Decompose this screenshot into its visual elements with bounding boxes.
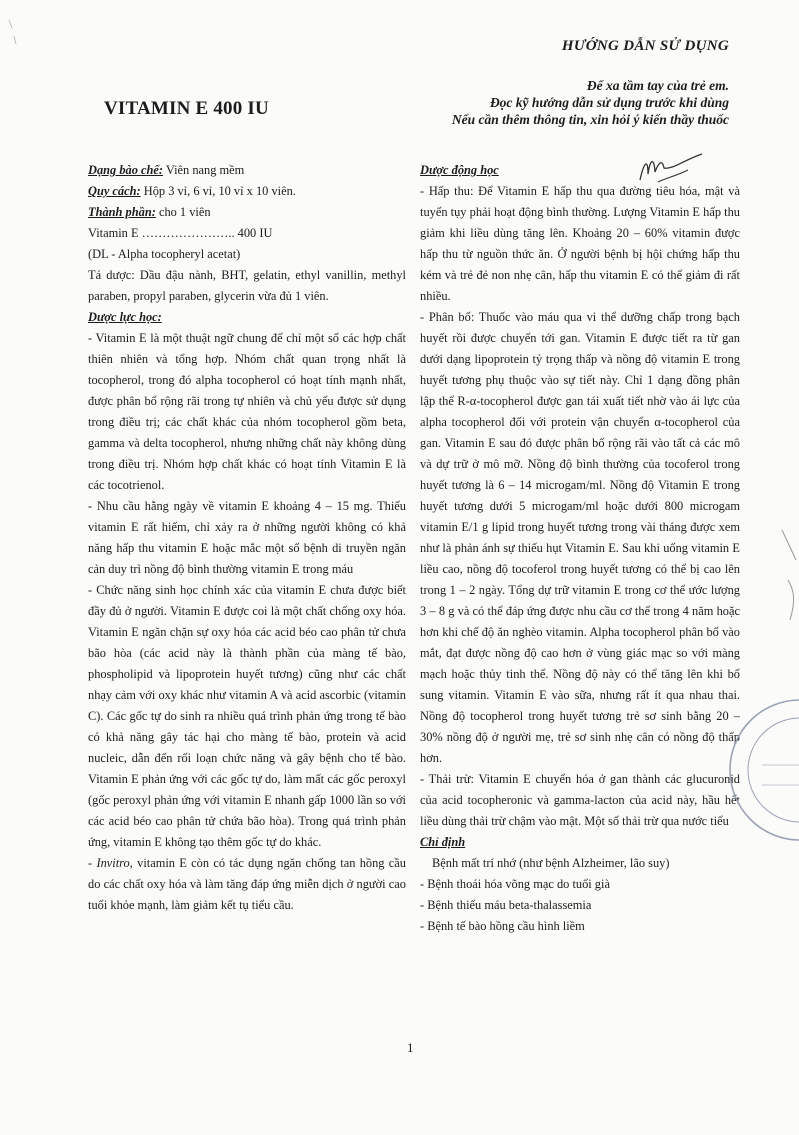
pharmacodynamics-paragraph-3: - Chức năng sinh học chính xác của vitamin E chưa được biết đầy đủ ở người. Vitamin E được coi là một chất chống oxy hóa. Vitamin E ngăn chặn sự oxy hóa các acid béo cao phân tử chưa bão hòa (các acid này là thành phần của màng tế bào, phospholipid và lipoprotein huyết tương) cũng như các chất nhạy cảm với oxy khác như vitamin A và acid ascorbic (vitamin C). Các gốc tự do sinh ra nhiều quá trình phản ứng trong tế bào có khả năng gây tác hại cho màng tế bào, protein và acid nucleic, dẫn đến rối loạn chức năng và gây bệnh cho tế bào. Vitamin E phản ứng với các gốc tự do, làm mất các gốc peroxyl (gốc peroxyl phản ứng với vitamin E nhanh gấp 1000 lần so với các acid béo cao phân tử chứa bão hòa). Trong quá trình phản ứng, vitamin E không tạo thêm gốc tự do khác. xyxy=(88,583,406,849)
elimination-paragraph: - Thải trừ: Vitamin E chuyển hóa ở gan thành các glucuronid của acid tocopheronic và gamma-lacton của acid này, hầu hết liều dùng thải trừ chậm vào mật. Một số thải trừ qua nước tiểu xyxy=(420,772,740,828)
indication-item-4: - Bệnh tế bào hồng cầu hình liềm xyxy=(420,919,585,933)
pharmacodynamics-paragraph-2: - Nhu cầu hằng ngày về vitamin E khoảng 4 – 15 mg. Thiếu vitamin E rất hiếm, chỉ xảy ra ở những người không có khả năng hấp thu vitamin E hoặc mắc một số bệnh di truyền ngăn cản duy trì nồng độ bình thường vitamin E trong máu xyxy=(88,499,406,576)
pharmacokinetics-heading: Dược động học xyxy=(420,163,499,177)
pharmacodynamics-heading: Dược lực học: xyxy=(88,310,162,324)
scan-speck-mark xyxy=(6,18,20,53)
composition-value: cho 1 viên xyxy=(155,205,211,219)
invitro-text: , vitamin E còn có tác dụng ngăn chống tan hồng cầu do các chất oxy hóa và làm tăng đáp ứng miễn dịch ở người cao tuổi khỏe mạnh, làm giảm kết tụ tiểu cầu. xyxy=(88,856,406,912)
dl-alpha-line: (DL - Alpha tocopheryl acetat) xyxy=(88,247,241,261)
absorption-paragraph: - Hấp thu: Để Vitamin E hấp thu qua đường tiêu hóa, mật và tuyến tụy phải hoạt động bình thường. Lượng Vitamin E hấp thu giảm khi liều dùng tăng lên. Khoảng 20 – 60% vitamin được hấp thu từ nguồn thức ăn. Ở người bệnh bị hội chứng hấp thu kém và trẻ đẻ non nhẹ cân, hấp thu vitamin E có thể giảm đi rất nhiều. xyxy=(420,184,740,303)
excipients-paragraph: Tá dược: Dầu đậu nành, BHT, gelatin, ethyl vanillin, methyl paraben, propyl paraben, glycerin vừa đủ 1 viên. xyxy=(88,268,406,303)
header-note-3: Nếu cần thêm thông tin, xin hỏi ý kiến thầy thuốc xyxy=(451,112,729,127)
page-number: 1 xyxy=(407,1040,414,1055)
document-header xyxy=(452,38,729,128)
pharmacodynamics-paragraph-1: - Vitamin E là một thuật ngữ chung để chỉ một số các hợp chất thiên nhiên và tổng hợp. Nhóm chất quan trọng nhất là tocopherol, trong đó alpha tocopherol có hoạt tính mạnh nhất, được phân bố rộng rãi trong tự nhiên và chủ yếu được sử dụng trong điều trị; các chất khác của nhóm tocopherol gồm beta, gamma và delta tocopherol, nhưng những chất này không dùng trong điều trị. Nhóm hợp chất khác có hoạt tính Vitamin E là các tocotrienol. xyxy=(88,331,406,492)
pharmacodynamics-paragraph-4 xyxy=(88,853,406,916)
distribution-paragraph: - Phân bố: Thuốc vào máu qua vi thể dưỡng chấp trong bạch huyết rồi được chuyển tới gan. Vitamin E được tiết ra từ gan dưới dạng lipoprotein tỷ trọng thấp và nồng độ vitamin E trong huyết tương phụ thuộc vào sự tiết này. Chỉ 1 dạng đồng phân lập thể R-α-tocopherol được gan tái xuất tiết nhờ vào ái lực của alpha tocopherol đối với protein vận chuyển α-tocopherol của gan. Vitamin E sau đó được phân bố rộng rãi vào tất cả các mô và dự trữ ở mô mỡ. Nồng độ bình thường của tocoferol trong huyết tương là 6 – 14 microgam/ml. Nồng độ Vitamin E trong huyết tương dưới 5 microgam/ml hoặc dưới 800 microgam vitamin E/1 g lipid trong huyết tương trong vài tháng được xem như là phản ánh sự thiếu hụt Vitamin E. Sau khi uống vitamin E liều cao, nồng độ tocoferol trong huyết tương có thể bị cao lên trong 1 – 2 ngày. Tổng dự trữ vitamin E trong cơ thể ước lượng 3 – 8 g và có thể đáp ứng được nhu cầu cơ thể trong 4 năm hoặc hơn khi chế độ ăn nghèo vitamin. Alpha tocopherol phân bố vào mắt, đạt được nồng độ cao hơn ở vùng giác mạc so với màng mạch hoặc thủy tinh thể. Nồng độ này có thể tăng lên khi bổ sung vitamin. Vitamin E vào sữa, nhưng rất ít qua nhau thai. Nồng độ tocopherol trong huyết tương trẻ sơ sinh bằng 20 – 30% nồng độ ở người mẹ, trẻ sơ sinh nhẹ cân có nồng độ thấp hơn. xyxy=(420,310,740,765)
packaging-value: Hộp 3 vỉ, 6 vỉ, 10 vỉ x 10 viên. xyxy=(140,184,296,198)
header-note-2: Đọc kỹ hướng dẫn sử dụng trước khi dùng xyxy=(489,95,729,110)
composition-line xyxy=(88,202,406,223)
packaging-label: Quy cách: xyxy=(88,184,141,198)
indication-item-2: - Bệnh thoái hóa võng mạc do tuổi già xyxy=(420,877,610,891)
invitro-prefix: - xyxy=(88,856,97,870)
indication-item-3: - Bệnh thiếu máu beta-thalassemia xyxy=(420,898,592,912)
indication-item-1: Bệnh mất trí nhớ (như bệnh Alzheimer, lão suy) xyxy=(432,856,670,870)
dosage-form-line xyxy=(88,160,406,181)
left-column xyxy=(88,160,406,916)
header-title: HƯỚNG DẪN SỬ DỤNG xyxy=(561,38,729,54)
scan-edge-mark xyxy=(778,520,799,645)
right-column xyxy=(420,160,740,937)
composition-label: Thành phần: xyxy=(88,205,156,219)
dosage-form-value: Viên nang mềm xyxy=(163,163,245,177)
header-note-1: Để xa tầm tay của trẻ em. xyxy=(586,78,729,93)
product-title: VITAMIN E 400 IU xyxy=(104,98,269,119)
company-stamp-seal xyxy=(722,695,799,850)
vitamin-dose-line: Vitamin E ………………….. 400 IU xyxy=(88,226,273,240)
indications-heading: Chỉ định xyxy=(420,835,466,849)
packaging-line xyxy=(88,181,406,202)
invitro-term: Invitro xyxy=(96,856,130,870)
dosage-form-label: Dạng bào chế: xyxy=(88,163,164,177)
